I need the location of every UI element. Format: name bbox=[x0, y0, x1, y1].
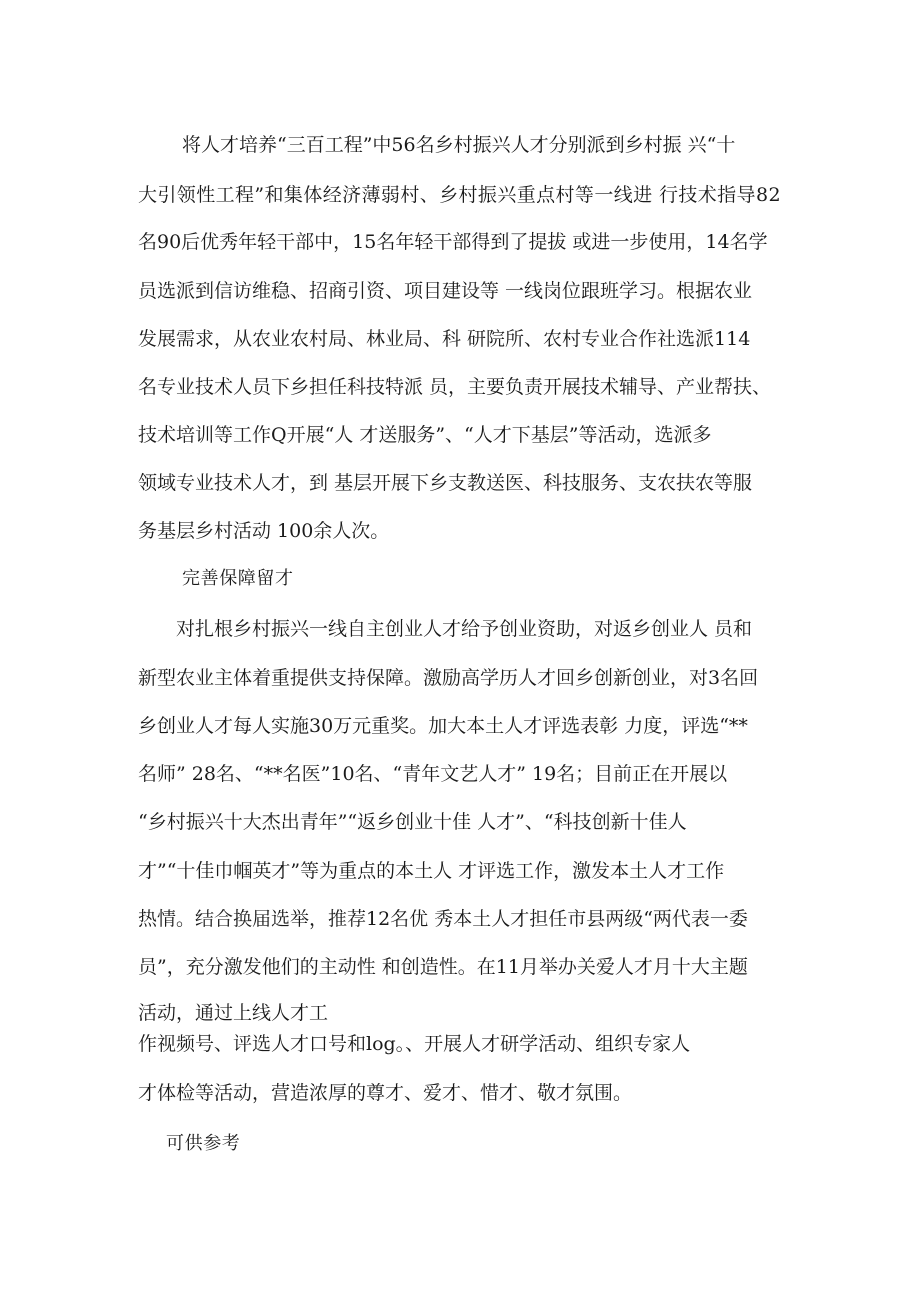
paragraph-2-line-5: “乡村振兴十大杰出青年”“返乡创业十佳 人才”、“科技创新十佳人 bbox=[138, 811, 687, 833]
paragraph-1-line-3: 名90后优秀年轻干部中，15名年轻干部得到了提拔 或进一步使用，14名学 bbox=[138, 231, 768, 253]
paragraph-2-line-4: 名师” 28名、“**名医”10名、“青年文艺人才” 19名；目前正在开展以 bbox=[138, 763, 728, 785]
paragraph-2-line-8: 员”，充分激发他们的主动性 和创造性。在11月举办关爱人才月十大主题 bbox=[138, 956, 748, 978]
footer-note: 可供参考 bbox=[166, 1133, 241, 1154]
paragraph-2-line-9: 活动，通过上线人才工 bbox=[138, 1002, 329, 1024]
paragraph-1-line-1: 将人才培养“三百工程”中56名乡村振兴人才分别派到乡村振 兴“十 bbox=[182, 134, 736, 156]
paragraph-1-line-2: 大引领性工程”和集体经济薄弱村、乡村振兴重点村等一线进 行技术指导82 bbox=[138, 184, 781, 206]
paragraph-2-line-3: 乡创业人才每人实施30万元重奖。加大本土人才评选表彰 力度，评选“** bbox=[138, 715, 748, 737]
paragraph-2-line-10: 作视频号、评选人才口号和log。、开展人才研学活动、组织专家人 bbox=[138, 1033, 691, 1055]
paragraph-1-line-5: 发展需求，从农业农村局、林业局、科 研院所、农村专业合作社选派114 bbox=[138, 328, 751, 350]
paragraph-1-line-7: 技术培训等工作Q开展“人 才送服务”、“人才下基层”等活动，选派多 bbox=[138, 424, 712, 446]
paragraph-1-line-8: 领域专业技术人才，到 基层开展下乡支教送医、科技服务、支农扶农等服 bbox=[138, 472, 753, 494]
paragraph-1-line-4: 员选派到信访维稳、招商引资、项目建设等 一线岗位跟班学习。根据农业 bbox=[138, 280, 753, 302]
section-heading: 完善保障留才 bbox=[182, 568, 294, 589]
paragraph-1-line-6: 名专业技术人员下乡担任科技特派 员，主要负责开展技术辅导、产业帮扶、 bbox=[138, 376, 772, 398]
paragraph-2-line-1: 对扎根乡村振兴一线自主创业人才给予创业资助，对返乡创业人 员和 bbox=[176, 618, 753, 640]
paragraph-2-line-2: 新型农业主体着重提供支持保障。激励高学历人才回乡创新创业，对3名回 bbox=[138, 667, 759, 689]
paragraph-2-line-6: 才”“十佳巾帼英才”等为重点的本土人 才评选工作，激发本土人才工作 bbox=[138, 860, 725, 882]
paragraph-1-line-9: 务基层乡村活动 100余人次。 bbox=[138, 520, 390, 542]
paragraph-2-line-11: 才体检等活动，营造浓厚的尊才、爱才、惜才、敬才氛围。 bbox=[138, 1082, 633, 1104]
paragraph-2-line-7: 热情。结合换届选举，推荐12名优 秀本土人才担任市县两级“两代表一委 bbox=[138, 908, 748, 930]
